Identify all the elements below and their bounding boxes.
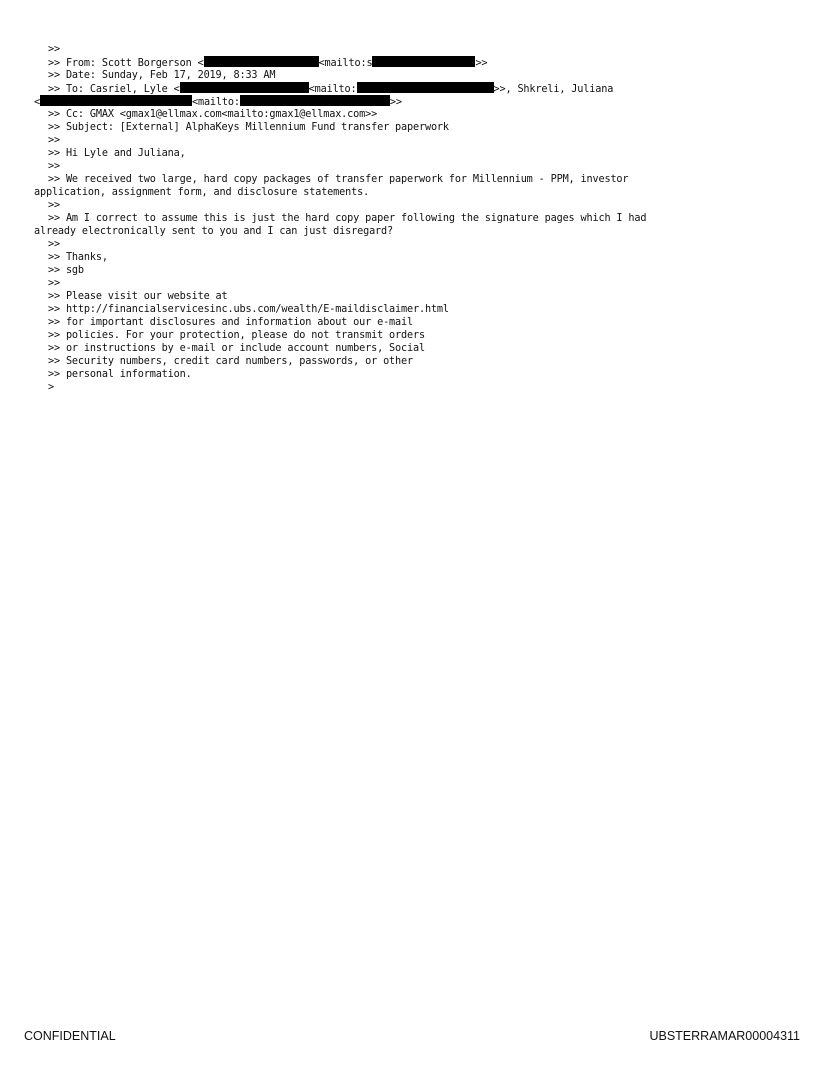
body-line: >> We received two large, hard copy packages of transfer paperwork for Millennium - PPM, investor [48, 174, 629, 185]
disclaimer-line: >> Security numbers, credit card numbers, passwords, or other [48, 356, 413, 367]
redaction-block [240, 95, 390, 106]
to-mailto: <mailto: [308, 84, 357, 95]
to-line [48, 82, 788, 95]
disclaimer-line: >> for important disclosures and information about our e-mail [48, 317, 413, 328]
to-mailto-2: <mailto: [191, 97, 240, 108]
body-line: >> Am I correct to assume this is just the hard copy paper following the signature pages which I had [48, 213, 647, 224]
redaction-block [357, 82, 494, 93]
confidential-label: CONFIDENTIAL [24, 1029, 116, 1043]
quote-line: >> [48, 161, 60, 172]
from-line [48, 56, 788, 69]
disclaimer-line: >> or instructions by e-mail or include account numbers, Social [48, 343, 425, 354]
quote-line: >> [48, 44, 60, 55]
quote-line: >> [48, 135, 60, 146]
to-end: >>, Shkreli, Juliana [493, 84, 614, 95]
bates-number: UBSTERRAMAR00004311 [649, 1029, 800, 1043]
redaction-block [180, 82, 309, 93]
to-label: >> To: Casriel, Lyle < [48, 84, 180, 95]
disclaimer-line: >> policies. For your protection, please do not transmit orders [48, 330, 425, 341]
to-end-2: >> [389, 97, 402, 108]
redaction-block [204, 56, 319, 67]
cc-line: >> Cc: GMAX <gmax1@ellmax.com<mailto:gmax1@ellmax.com>> [48, 109, 378, 120]
to-open: < [34, 97, 40, 108]
from-mailto: <mailto:s [318, 58, 373, 69]
quote-line: >> [48, 278, 60, 289]
disclaimer-line: >> Please visit our website at [48, 291, 228, 302]
email-body [34, 43, 788, 394]
signature-line: >> sgb [48, 265, 84, 276]
quote-end-line: > [48, 382, 54, 393]
disclaimer-url-line: >> http://financialservicesinc.ubs.com/wealth/E-maildisclaimer.html [48, 304, 449, 315]
signoff-line: >> Thanks, [48, 252, 108, 263]
redaction-block [372, 56, 475, 67]
body-line-continued: already electronically sent to you and I can just disregard? [34, 226, 394, 237]
to-line-continued [34, 95, 788, 108]
quote-line: >> [48, 200, 60, 211]
quote-line: >> [48, 239, 60, 250]
date-line: >> Date: Sunday, Feb 17, 2019, 8:33 AM [48, 70, 276, 81]
body-line-continued: application, assignment form, and disclosure statements. [34, 187, 370, 198]
from-label: >> From: Scott Borgerson < [48, 58, 204, 69]
from-end: >> [475, 58, 488, 69]
greeting-line: >> Hi Lyle and Juliana, [48, 148, 186, 159]
subject-line: >> Subject: [External] AlphaKeys Millennium Fund transfer paperwork [48, 122, 449, 133]
disclaimer-line: >> personal information. [48, 369, 192, 380]
redaction-block [40, 95, 192, 106]
